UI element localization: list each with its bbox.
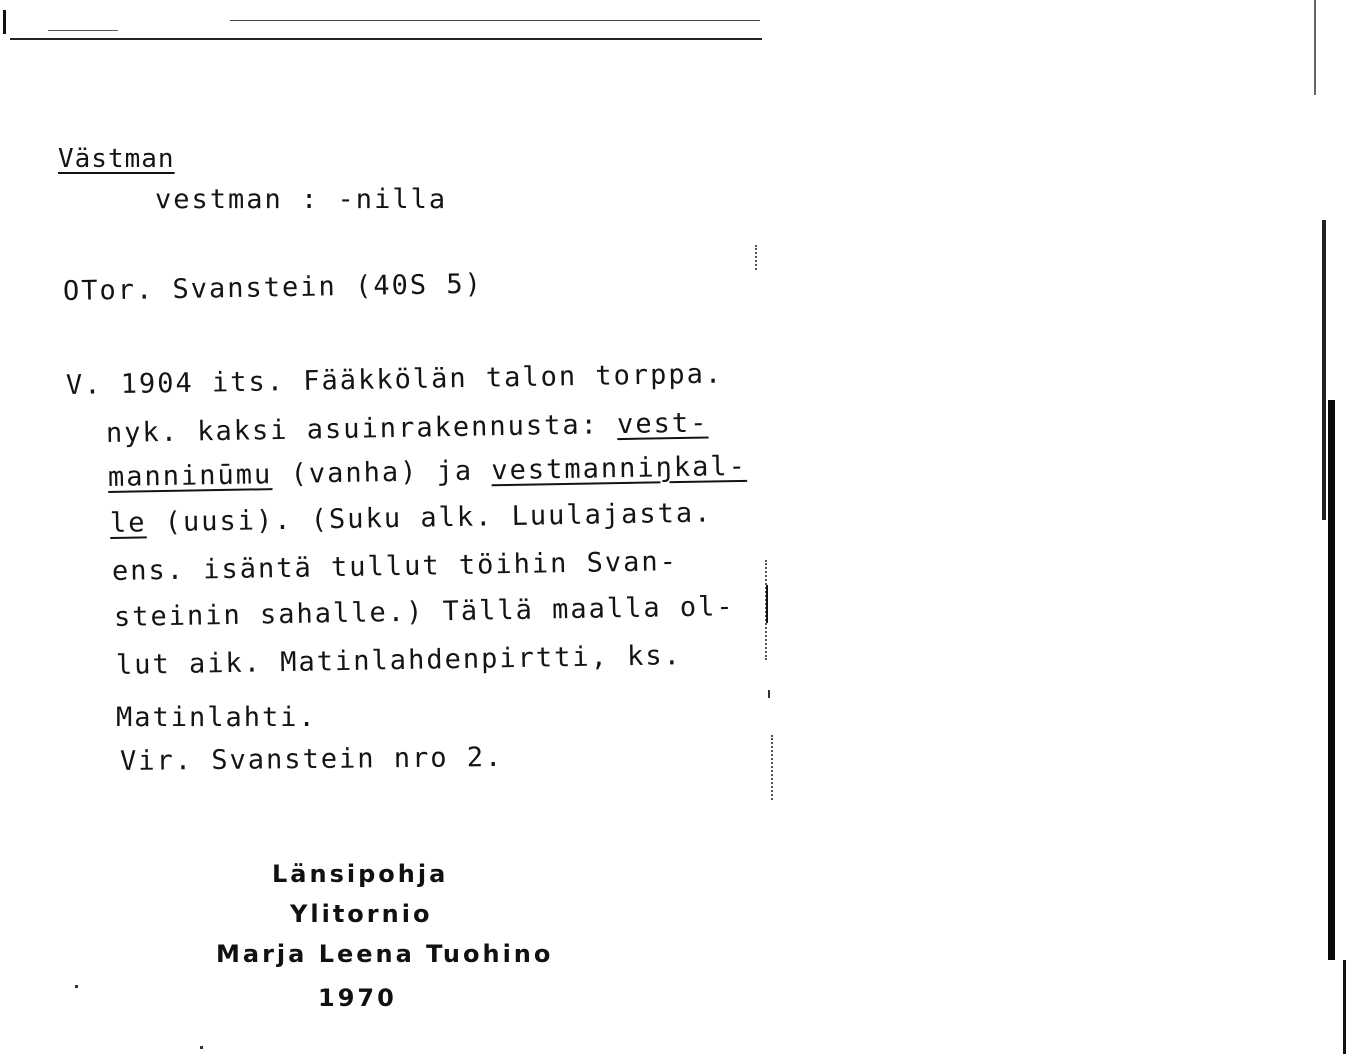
body-line-1: V. 1904 its. Fääkkölän talon torppa. <box>65 358 724 401</box>
right-scan-edge-low <box>1343 960 1346 1054</box>
speck-2 <box>200 1046 203 1049</box>
headword: Västman <box>58 144 175 174</box>
body-line-2 <box>106 407 709 449</box>
term-vest: vest- <box>616 407 709 441</box>
right-scan-edge <box>1322 220 1326 520</box>
body-line-2-text: nyk. kaksi asuinrakennusta: <box>105 409 618 449</box>
stamp-collector: Marja Leena Tuohino <box>216 940 554 968</box>
body-line-5: ens. isäntä tullut töihin Svan- <box>111 546 679 587</box>
stamp-parish: Ylitornio <box>290 900 433 928</box>
body-line-9: Vir. Svanstein nro 2. <box>119 741 504 777</box>
body-line-3-text: (vanha) ja <box>272 455 492 491</box>
body-line-3 <box>108 451 747 493</box>
top-border-line-short <box>48 30 118 31</box>
term-manninumu: manninūmu <box>107 459 273 493</box>
term-vestmanninkal: vestmanniŋkal- <box>491 450 748 487</box>
stamp-year: 1970 <box>318 984 397 1012</box>
dotted-margin-line-3 <box>771 735 773 800</box>
word-forms: vestman : -nilla <box>155 184 448 215</box>
margin-bar <box>766 585 768 623</box>
dotted-margin-line-1 <box>755 245 757 270</box>
right-scan-edge-bold <box>1328 400 1335 960</box>
body-line-7: lut aik. Matinlahdenpirtti, ks. <box>115 640 683 681</box>
body-line-8: Matinlahti. <box>116 702 317 733</box>
stamp-region: Länsipohja <box>272 860 449 888</box>
term-le: le <box>109 507 147 539</box>
top-border-line <box>10 38 762 40</box>
left-edge-mark <box>3 10 6 34</box>
body-line-4 <box>110 497 713 539</box>
top-border-line-faint <box>230 20 760 21</box>
body-line-4-text: (uusi). (Suku alk. Luulajasta. <box>146 497 713 539</box>
source-reference: OTor. Svanstein (40S 5) <box>62 268 484 307</box>
speck-3 <box>768 690 770 698</box>
speck-1 <box>75 985 78 988</box>
body-line-6: steinin sahalle.) Tällä maalla ol- <box>113 591 735 633</box>
right-edge-mark-top <box>1314 0 1316 95</box>
